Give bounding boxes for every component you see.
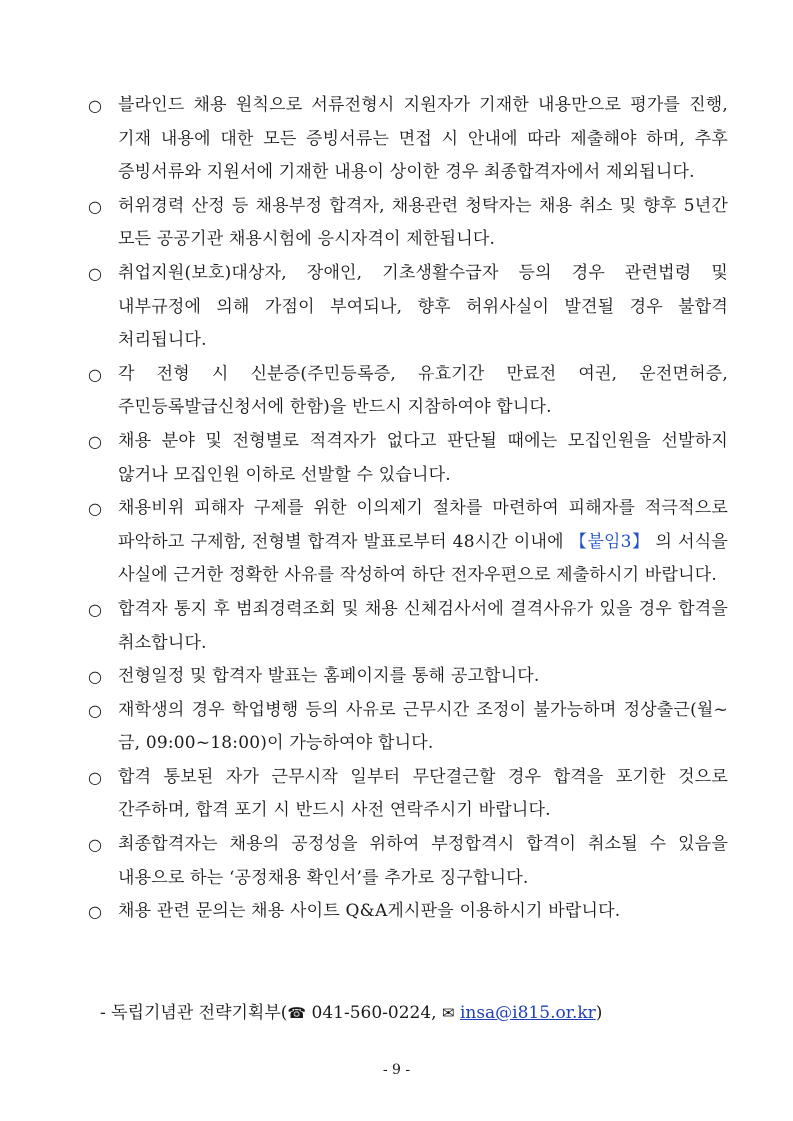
- list-item: ○ 전형일정 및 합격자 발표는 홈페이지를 통해 공고합니다.: [88, 660, 728, 694]
- contact-suffix: ): [595, 1003, 603, 1023]
- bullet-circle-icon: ○: [88, 667, 103, 687]
- bullet-circle-icon: ○: [88, 431, 103, 451]
- page-number: - 9 -: [382, 1062, 411, 1078]
- list-item: ○ 블라인드 채용 원칙으로 서류전형시 지원자가 기재한 내용만으로 평가를 진행, 기재 내용에 대한 모든 증빙서류는 면접 시 안내에 따라 제출해야 하며, 추후 증빙서류와 지원서에 기재한 내용이 상이한 경우 최종합격자에서 제외됩니다.: [88, 89, 728, 190]
- list-item: ○ 각 전형 시 신분증(주민등록증, 유효기간 만료전 여권, 운전면허증, 주민등록발급신청서에 한함)을 반드시 지참하여야 합니다.: [88, 358, 728, 425]
- contact-line: [100, 997, 602, 1030]
- list-item: ○ 합격 통보된 자가 근무시작 일부터 무단결근할 경우 합격을 포기한 것으로 간주하며, 합격 포기 시 반드시 사전 연락주시기 바랍니다.: [88, 761, 728, 828]
- bullet-circle-icon: ○: [88, 835, 103, 855]
- bullet-circle-icon: ○: [88, 364, 103, 384]
- bullet-circle-icon: ○: [88, 700, 103, 720]
- mail-icon: ✉: [441, 1004, 455, 1022]
- phone-icon: ☎: [287, 1004, 307, 1022]
- bullet-circle-icon: ○: [88, 599, 103, 619]
- bullet-circle-icon: ○: [88, 196, 103, 216]
- list-item: ○ 재학생의 경우 학업병행 등의 사유로 근무시간 조정이 불가능하며 정상출근(월~금, 09:00~18:00)이 가능하여야 합니다.: [88, 694, 728, 761]
- contact-phone: 041-560-0224,: [306, 1003, 442, 1023]
- contact-email-link[interactable]: insa@i815.or.kr: [459, 1003, 596, 1023]
- list-item: ○ 채용 관련 문의는 채용 사이트 Q&A게시판을 이용하시기 바랍니다.: [88, 895, 728, 929]
- bullet-circle-icon: ○: [88, 767, 103, 787]
- attachment-reference: 【붙임3】: [569, 531, 650, 552]
- bullet-circle-icon: ○: [88, 96, 103, 115]
- bullet-circle-icon: ○: [88, 499, 103, 519]
- bullet-circle-icon: ○: [88, 263, 103, 283]
- list-item: ○ 채용 분야 및 전형별로 적격자가 없다고 판단될 때에는 모집인원을 선발하지 않거나 모집인원 이하로 선발할 수 있습니다.: [88, 425, 728, 492]
- list-item: ○ 최종합격자는 채용의 공정성을 위하여 부정합격시 합격이 취소될 수 있음을 내용으로 하는 ‘공정채용 확인서’를 추가로 징구합니다.: [88, 828, 728, 895]
- bullet-circle-icon: ○: [88, 902, 103, 922]
- list-item: ○ 취업지원(보호)대상자, 장애인, 기초생활수급자 등의 경우 관련법령 및 내부규정에 의해 가점이 부여되나, 향후 허위사실이 발견될 경우 불합격 처리됩니다.: [88, 257, 728, 358]
- list-item: ○ 합격자 통지 후 범죄경력조회 및 채용 신체검사서에 결격사유가 있을 경우 합격을 취소합니다.: [88, 593, 728, 660]
- notice-list: [88, 89, 728, 929]
- list-item: ○ 허위경력 산정 등 채용부정 합격자, 채용관련 청탁자는 채용 취소 및 향후 5년간 모든 공공기관 채용시험에 응시자격이 제한됩니다.: [88, 190, 728, 257]
- list-item-objection-procedure: ○ 채용비위 피해자 구제를 위한 이의제기 절차를 마련하여 피해자를 적극적으로 파악하고 구제함, 전형별 합격자 발표로부터 48시간 이내에 【붙임3】 의 서식을 사실에 근거한 정확한 사유를 작성하여 하단 전자우편으로 제출하시기 바랍니다.: [88, 492, 728, 593]
- contact-department: - 독립기념관 전략기획부(: [100, 1003, 288, 1023]
